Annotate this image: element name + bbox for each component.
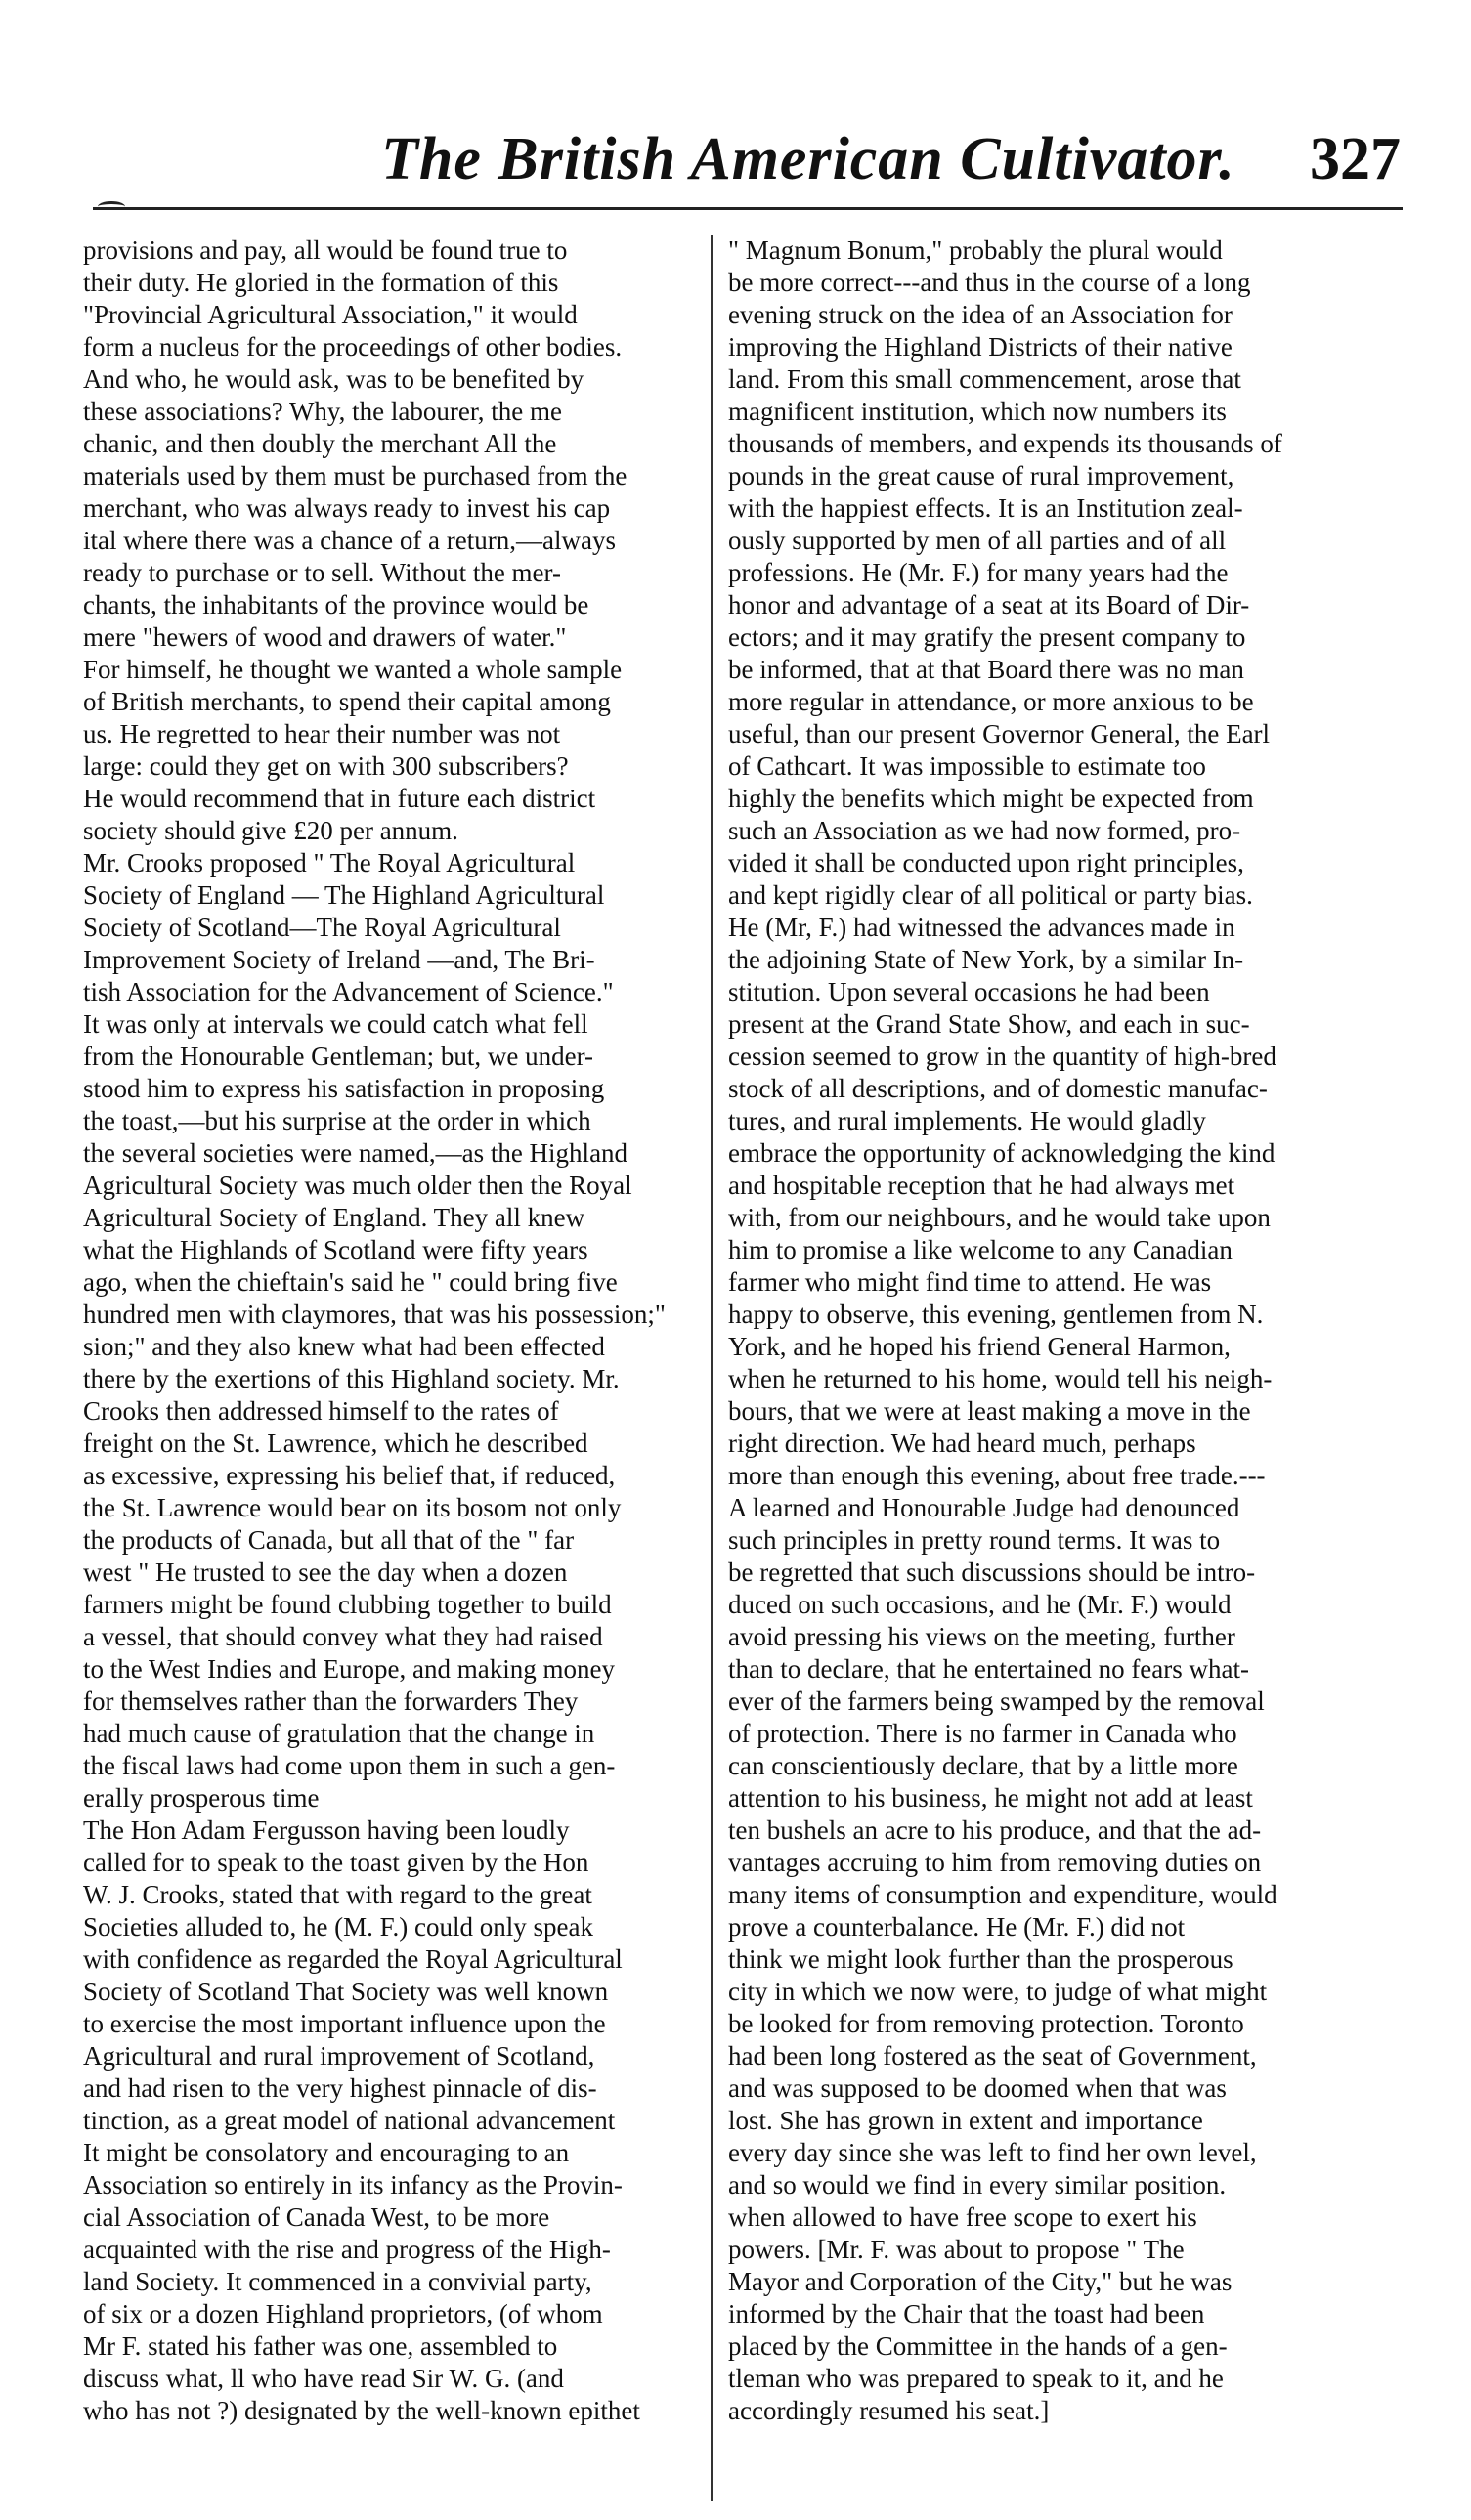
text-line: of Cathcart. It was impossible to estimate too	[728, 751, 1206, 781]
text-line: to exercise the most important influence upon the	[83, 2009, 606, 2038]
text-line: west " He trusted to see the day when a dozen	[83, 1558, 568, 1587]
text-line: stock of all descriptions, and of domestic manufac-	[728, 1074, 1268, 1103]
text-line: informed by the Chair that the toast had been	[728, 2299, 1205, 2328]
text-line: happy to observe, this evening, gentlemen from N.	[728, 1300, 1264, 1329]
text-line: with the happiest effects. It is an Institution zeal-	[728, 493, 1243, 523]
page-title: The British American Cultivator.	[381, 126, 1235, 192]
page-number: 327	[1310, 126, 1401, 192]
text-line: land Society. It commenced in a convivial party,	[83, 2267, 592, 2296]
text-line: tish Association for the Advancement of Science."	[83, 977, 614, 1006]
text-line: be looked for from removing protection. Toronto	[728, 2009, 1244, 2038]
text-line: provisions and pay, all would be found true to	[83, 235, 568, 265]
text-line: land. From this small commencement, arose that	[728, 364, 1241, 394]
text-line: every day since she was left to find her own level,	[728, 2138, 1257, 2167]
text-line: He would recommend that in future each district	[83, 784, 596, 813]
right-column	[728, 235, 1373, 2427]
text-line: hundred men with claymores, that was his possession;"	[83, 1300, 666, 1329]
text-line: tinction, as a great model of national advancement	[83, 2106, 616, 2135]
text-line: placed by the Committee in the hands of a gen-	[728, 2331, 1228, 2361]
text-line: form a nucleus for the proceedings of other bodies.	[83, 332, 623, 362]
text-line: magnificent institution, which now numbers its	[728, 397, 1227, 426]
text-line: Agricultural and rural improvement of Scotland,	[83, 2041, 595, 2071]
text-line: and had risen to the very highest pinnacle of dis-	[83, 2073, 597, 2103]
text-line: lost. She has grown in extent and importance	[728, 2106, 1203, 2135]
text-line: Mayor and Corporation of the City," but he was	[728, 2267, 1233, 2296]
text-line: ever of the farmers being swamped by the removal	[728, 1687, 1265, 1716]
text-line: the St. Lawrence would bear on its bosom not only	[83, 1493, 622, 1522]
text-line: It might be consolatory and encouraging to an	[83, 2138, 570, 2167]
text-line: Agricultural Society of England. They all knew	[83, 1203, 585, 1232]
text-line: farmers might be found clubbing together to build	[83, 1590, 612, 1619]
text-line: stood him to express his satisfaction in proposing	[83, 1074, 605, 1103]
text-line: Crooks then addressed himself to the rates of	[83, 1396, 559, 1426]
text-line: right direction. We had heard much, perhaps	[728, 1429, 1196, 1458]
text-line: their duty. He gloried in the formation of this	[83, 268, 559, 297]
text-line: thousands of members, and expends its thousands of	[728, 429, 1282, 458]
text-line: who has not ?) designated by the well-known epithet	[83, 2396, 640, 2425]
text-line: professions. He (Mr. F.) for many years had the	[728, 558, 1229, 587]
text-line: tures, and rural implements. He would gladly	[728, 1106, 1206, 1135]
text-line: than to declare, that he entertained no fears what-	[728, 1654, 1249, 1684]
text-line: ital where there was a chance of a return,—always	[83, 526, 616, 555]
text-line: such principles in pretty round terms. It was to	[728, 1525, 1221, 1555]
text-line: ten bushels an acre to his produce, and that the ad-	[728, 1815, 1262, 1845]
text-line: cession seemed to grow in the quantity of high-bred	[728, 1042, 1276, 1071]
text-line: society should give £20 per annum.	[83, 816, 458, 845]
text-line: the products of Canada, but all that of the " far	[83, 1525, 575, 1555]
text-line: bours, that we were at least making a move in the	[728, 1396, 1251, 1426]
text-line: ago, when the chieftain's said he " could bring five	[83, 1267, 618, 1297]
text-line: and so would we find in every similar position.	[728, 2170, 1227, 2200]
text-line: chanic, and then doubly the merchant All the	[83, 429, 557, 458]
text-line: for themselves rather than the forwarders They	[83, 1687, 579, 1716]
text-line: when he returned to his home, would tell his neigh-	[728, 1364, 1273, 1393]
text-line: tleman who was prepared to speak to it, and he	[728, 2364, 1224, 2393]
text-line: York, and he hoped his friend General Harmon,	[728, 1332, 1231, 1361]
text-line: Mr. Crooks proposed " The Royal Agricultural	[83, 848, 576, 877]
text-line: as excessive, expressing his belief that, if reduced,	[83, 1461, 616, 1490]
text-line: of British merchants, to spend their capital among	[83, 687, 611, 716]
text-line: vided it shall be conducted upon right principles,	[728, 848, 1244, 877]
text-line: ready to purchase or to sell. Without the mer-	[83, 558, 561, 587]
text-line: there by the exertions of this Highland society. Mr.	[83, 1364, 620, 1393]
text-line: to the West Indies and Europe, and making money	[83, 1654, 615, 1684]
text-line: freight on the St. Lawrence, which he described	[83, 1429, 588, 1458]
text-line: had much cause of gratulation that the change in	[83, 1719, 595, 1748]
text-line: accordingly resumed his seat.]	[728, 2396, 1050, 2425]
text-line: us. He regretted to hear their number was not	[83, 719, 561, 748]
text-line: Society of England — The Highland Agricultural	[83, 880, 605, 910]
text-line: attention to his business, he might not add at least	[728, 1783, 1253, 1813]
text-line: highly the benefits which might be expected from	[728, 784, 1254, 813]
text-line: vantages accruing to him from removing duties on	[728, 1848, 1262, 1877]
text-line: The Hon Adam Fergusson having been loudly	[83, 1815, 570, 1845]
text-line: the fiscal laws had come upon them in such a gen-	[83, 1751, 616, 1780]
page-header	[0, 125, 1471, 203]
text-line: It was only at intervals we could catch what fell	[83, 1009, 588, 1039]
text-line: can conscientiously declare, that by a little more	[728, 1751, 1238, 1780]
text-line: W. J. Crooks, stated that with regard to the great	[83, 1880, 592, 1909]
text-line: honor and advantage of a seat at its Board of Dir-	[728, 590, 1250, 619]
text-line: powers. [Mr. F. was about to propose " The	[728, 2235, 1185, 2264]
text-line: more than enough this evening, about free trade.---	[728, 1461, 1266, 1490]
text-line: when allowed to have free scope to exert his	[728, 2202, 1197, 2232]
text-line: chants, the inhabitants of the province would be	[83, 590, 589, 619]
text-line: of protection. There is no farmer in Canada who	[728, 1719, 1237, 1748]
text-line: embrace the opportunity of acknowledging the kind	[728, 1138, 1276, 1168]
text-line: duced on such occasions, and he (Mr. F.) would	[728, 1590, 1232, 1619]
text-line: a vessel, that should convey what they had raised	[83, 1622, 603, 1651]
text-line: stitution. Upon several occasions he had been	[728, 977, 1210, 1006]
text-line: with, from our neighbours, and he would take upon	[728, 1203, 1271, 1232]
text-line: the toast,—but his surprise at the order in which	[83, 1106, 591, 1135]
text-line: the several societies were named,—as the Highland	[83, 1138, 628, 1168]
text-line: "Provincial Agricultural Association," it would	[83, 300, 578, 329]
text-line: be more correct---and thus in the course of a long	[728, 268, 1251, 297]
text-line: acquainted with the rise and progress of the High-	[83, 2235, 611, 2264]
text-line: Mr F. stated his father was one, assembled to	[83, 2331, 558, 2361]
text-line: improving the Highland Districts of their native	[728, 332, 1233, 362]
text-line: be informed, that at that Board there was no man	[728, 655, 1244, 684]
text-line: cial Association of Canada West, to be more	[83, 2202, 550, 2232]
text-line: merchant, who was always ready to invest his cap	[83, 493, 611, 523]
text-line: Societies alluded to, he (M. F.) could only speak	[83, 1912, 593, 1942]
text-line: Improvement Society of Ireland —and, The Bri-	[83, 945, 595, 974]
text-line: avoid pressing his views on the meeting, further	[728, 1622, 1235, 1651]
text-line: such an Association as we had now formed, pro-	[728, 816, 1241, 845]
text-line: Society of Scotland—The Royal Agricultural	[83, 913, 561, 942]
text-line: mere "hewers of wood and drawers of water."	[83, 622, 567, 652]
text-line: For himself, he thought we wanted a whole sample	[83, 655, 623, 684]
text-line: be regretted that such discussions should be intro-	[728, 1558, 1256, 1587]
text-line: erally prosperous time	[83, 1783, 320, 1813]
text-line: present at the Grand State Show, and each in suc-	[728, 1009, 1250, 1039]
text-line: think we might look further than the prosperous	[728, 1944, 1233, 1974]
text-line: and hospitable reception that he had always met	[728, 1171, 1235, 1200]
header-rule	[93, 207, 1403, 210]
text-line: materials used by them must be purchased from the	[83, 461, 627, 491]
text-line: evening struck on the idea of an Association for	[728, 300, 1233, 329]
text-line: ously supported by men of all parties and of all	[728, 526, 1227, 555]
text-line: useful, than our present Governor General, the Earl	[728, 719, 1271, 748]
text-line: him to promise a like welcome to any Canadian	[728, 1235, 1233, 1264]
text-line: and was supposed to be doomed when that was	[728, 2073, 1227, 2103]
text-line: pounds in the great cause of rural improvement,	[728, 461, 1234, 491]
text-line: what the Highlands of Scotland were fifty years	[83, 1235, 588, 1264]
text-line: sion;" and they also knew what had been effected	[83, 1332, 605, 1361]
text-line: of six or a dozen Highland proprietors, (of whom	[83, 2299, 603, 2328]
text-line: Association so entirely in its infancy as the Provin-	[83, 2170, 623, 2200]
text-line: discuss what, ll who have read Sir W. G. (and	[83, 2364, 564, 2393]
text-line: had been long fostered as the seat of Government,	[728, 2041, 1257, 2071]
text-line: city in which we now were, to judge of what might	[728, 1977, 1268, 2006]
text-line: And who, he would ask, was to be benefited by	[83, 364, 584, 394]
text-line: He (Mr, F.) had witnessed the advances made in	[728, 913, 1235, 942]
text-line: " Magnum Bonum," probably the plural would	[728, 235, 1223, 265]
text-line: these associations? Why, the labourer, the me	[83, 397, 563, 426]
column-divider	[711, 235, 713, 2501]
text-line: large: could they get on with 300 subscribers?	[83, 751, 569, 781]
text-line: the adjoining State of New York, by a similar In-	[728, 945, 1244, 974]
text-line: many items of consumption and expenditure, would	[728, 1880, 1277, 1909]
text-line: Agricultural Society was much older then the Royal	[83, 1171, 632, 1200]
text-line: A learned and Honourable Judge had denounced	[728, 1493, 1240, 1522]
text-line: farmer who might find time to attend. He was	[728, 1267, 1212, 1297]
text-line: Society of Scotland That Society was well known	[83, 1977, 609, 2006]
text-line: prove a counterbalance. He (Mr. F.) did not	[728, 1912, 1186, 1942]
text-line: more regular in attendance, or more anxious to be	[728, 687, 1254, 716]
text-line: and kept rigidly clear of all political or party bias.	[728, 880, 1253, 910]
text-line: with confidence as regarded the Royal Agricultural	[83, 1944, 623, 1974]
text-line: from the Honourable Gentleman; but, we under-	[83, 1042, 594, 1071]
text-line: ectors; and it may gratify the present company to	[728, 622, 1246, 652]
left-column	[83, 235, 709, 2427]
text-line: called for to speak to the toast given by the Hon	[83, 1848, 589, 1877]
